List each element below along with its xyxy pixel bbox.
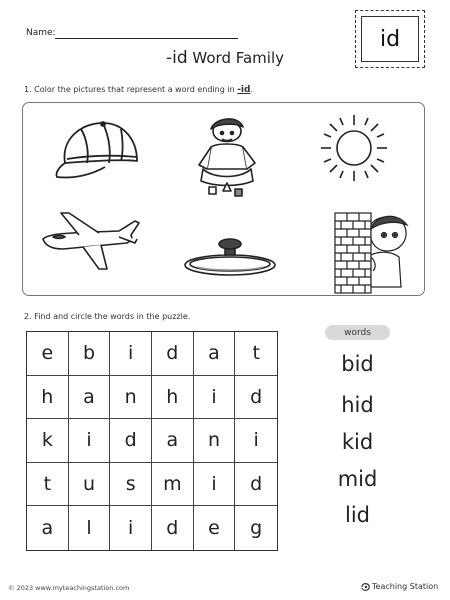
words-label: words	[325, 325, 390, 340]
puzzle-cell[interactable]: i	[110, 506, 152, 550]
puzzle-cell[interactable]: i	[194, 463, 236, 507]
puzzle-cell[interactable]: g	[250, 517, 263, 540]
badge-text: id	[361, 16, 419, 62]
instruction-1-text: 1. Color the pictures that represent a word ending in	[24, 85, 238, 94]
pictures-box	[22, 102, 425, 296]
puzzle-cell[interactable]: d	[235, 463, 277, 507]
name-label: Name:	[26, 28, 56, 38]
puzzle-cell[interactable]: s	[110, 463, 152, 507]
puzzle-cell[interactable]: t	[235, 332, 277, 376]
word-item: mid	[337, 467, 378, 491]
puzzle-cell[interactable]: d	[235, 376, 277, 420]
word-search-grid	[26, 331, 278, 551]
puzzle-cell[interactable]: t	[27, 463, 69, 507]
baseball-cap-picture[interactable]	[51, 115, 147, 187]
word-item: bid	[341, 352, 374, 376]
puzzle-cell[interactable]: i	[235, 419, 277, 463]
lid-picture[interactable]	[181, 231, 279, 279]
jet-picture[interactable]	[39, 207, 143, 273]
instruction-1	[24, 85, 253, 95]
puzzle-cell[interactable]: a	[27, 506, 69, 550]
word-item: lid	[345, 503, 370, 527]
puzzle-cell[interactable]: l	[69, 506, 111, 550]
sun-picture[interactable]	[319, 113, 389, 183]
puzzle-cell[interactable]: d	[110, 419, 152, 463]
title-suffix: -id	[165, 48, 188, 68]
kid-picture[interactable]	[189, 113, 265, 203]
puzzle-cell[interactable]: e	[27, 332, 69, 376]
word-family-badge	[355, 10, 425, 68]
puzzle-cell[interactable]: e	[194, 506, 236, 550]
word-item: hid	[341, 393, 374, 417]
word-item: kid	[341, 430, 374, 454]
puzzle-cell[interactable]: b	[69, 332, 111, 376]
puzzle-cell[interactable]: a	[194, 332, 236, 376]
puzzle-cell[interactable]: i	[69, 419, 111, 463]
teaching-station-logo-icon	[361, 582, 371, 592]
brand-name: Teaching Station	[372, 582, 439, 591]
puzzle-cell[interactable]: a	[152, 419, 194, 463]
puzzle-cell[interactable]: h	[27, 376, 69, 420]
name-line[interactable]	[55, 38, 238, 39]
puzzle-cell[interactable]: n	[194, 419, 236, 463]
copyright-text: © 2023 www.myteachingstation.com	[8, 584, 130, 592]
instruction-2: 2. Find and circle the words in the puzzle.	[24, 312, 191, 321]
puzzle-cell[interactable]: h	[152, 376, 194, 420]
title-text: Word Family	[187, 49, 284, 67]
puzzle-cell[interactable]: a	[69, 376, 111, 420]
puzzle-cell[interactable]: d	[152, 332, 194, 376]
puzzle-cell[interactable]: i	[194, 376, 236, 420]
puzzle-cell[interactable]: k	[27, 419, 69, 463]
instruction-1-end: .	[250, 85, 253, 94]
puzzle-cell[interactable]: m	[152, 463, 194, 507]
puzzle-cell[interactable]: n	[110, 376, 152, 420]
puzzle-cell[interactable]: d	[152, 506, 194, 550]
puzzle-cell[interactable]: i	[110, 332, 152, 376]
puzzle-cell[interactable]: u	[69, 463, 111, 507]
instruction-1-suffix: -id	[237, 85, 251, 95]
hid-picture[interactable]	[329, 211, 419, 295]
